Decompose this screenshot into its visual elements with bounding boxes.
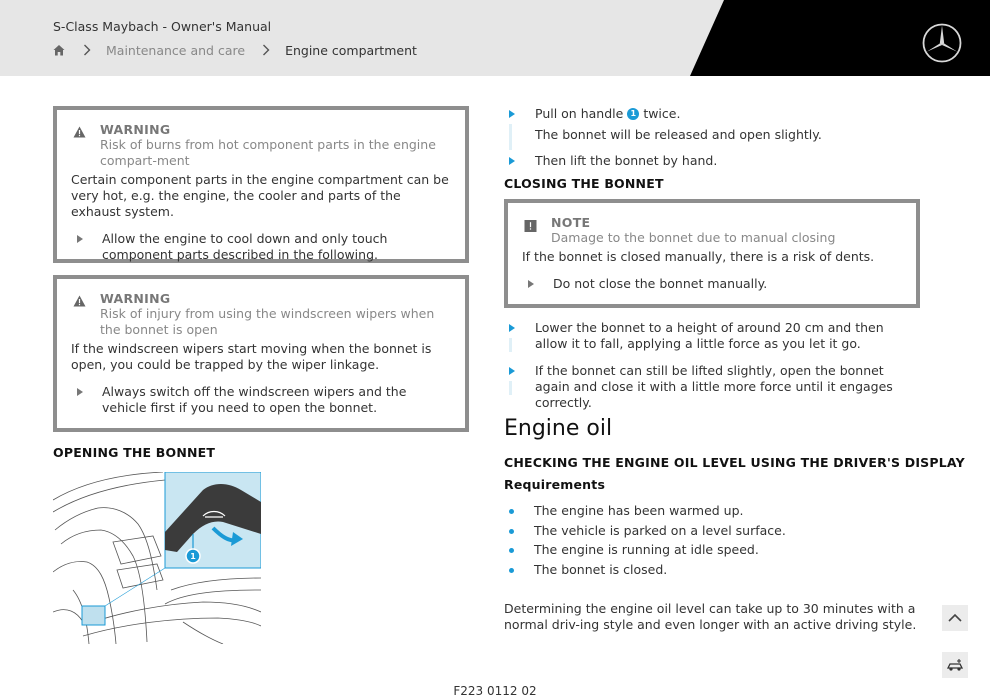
engine-oil-title: Engine oil bbox=[504, 416, 613, 441]
bullet-dot-icon bbox=[509, 529, 514, 534]
step-text-before: Pull on handle bbox=[535, 106, 624, 121]
step-arrow-icon bbox=[509, 157, 515, 165]
warning-subtitle: Risk of injury from using the windscreen wipers when the bonnet is open bbox=[100, 306, 435, 337]
requirement-text: The engine is running at idle speed. bbox=[534, 542, 759, 557]
manual-title: S-Class Maybach - Owner's Manual bbox=[53, 19, 272, 34]
scroll-top-button[interactable] bbox=[942, 605, 968, 631]
step-text: Lower the bonnet to a height of around 20 cm and then allow it to fall, applying a little force as you let it go. bbox=[535, 320, 884, 351]
note-box bbox=[504, 199, 920, 308]
step-arrow-icon bbox=[77, 388, 83, 396]
list-item bbox=[504, 562, 924, 582]
callout-number: 1 bbox=[190, 552, 196, 561]
step-bar bbox=[509, 338, 512, 352]
warning-step-text: Allow the engine to cool down and only touch component parts described in the following. bbox=[102, 231, 388, 262]
list-item bbox=[504, 542, 924, 562]
requirement-text: The engine has been warmed up. bbox=[534, 503, 744, 518]
opening-heading: OPENING THE BONNET bbox=[53, 445, 216, 460]
page-header bbox=[0, 0, 990, 76]
bullet-dot-icon bbox=[509, 548, 514, 553]
warning-step bbox=[71, 231, 451, 263]
step-text: If the bonnet can still be lifted slightly, open the bonnet again and close it with a little more force until it engages correctly. bbox=[535, 363, 893, 410]
step-text: Then lift the bonnet by hand. bbox=[535, 153, 718, 168]
bonnet-release-illustration bbox=[53, 472, 261, 644]
note-text: If the bonnet is closed manually, there is a risk of dents. bbox=[522, 249, 875, 264]
closing-step-2 bbox=[504, 363, 920, 411]
step-result: The bonnet will be released and open slightly. bbox=[535, 127, 822, 142]
note-step bbox=[522, 276, 902, 292]
closing-heading: CLOSING THE BONNET bbox=[504, 176, 664, 191]
note-icon bbox=[524, 220, 537, 232]
bullet-dot-icon bbox=[509, 509, 514, 514]
warning-box-wipers bbox=[53, 275, 469, 432]
note-title: NOTE bbox=[551, 215, 591, 230]
bullet-dot-icon bbox=[509, 568, 514, 573]
warning-triangle-icon bbox=[73, 295, 86, 307]
requirement-text: The vehicle is parked on a level surface. bbox=[534, 522, 786, 538]
oil-level-subheading: CHECKING THE ENGINE OIL LEVEL USING THE DRIVER'S DISPLAY bbox=[504, 455, 965, 470]
step-arrow-icon bbox=[509, 110, 515, 118]
warning-title: WARNING bbox=[100, 122, 171, 137]
opening-step-2 bbox=[504, 153, 920, 169]
note-subtitle: Damage to the bonnet due to manual closing bbox=[551, 230, 836, 245]
list-item bbox=[504, 523, 924, 543]
warning-box-burns bbox=[53, 106, 469, 263]
warning-subtitle: Risk of burns from hot component parts in the engine compart-ment bbox=[100, 137, 436, 168]
figure-code: F223 0112 02 bbox=[453, 684, 537, 698]
step-result-bar bbox=[509, 124, 512, 150]
callout-1-badge: 1 bbox=[627, 108, 639, 120]
warning-step-text: Always switch off the windscreen wipers and the vehicle first if you need to open the bonnet. bbox=[102, 384, 407, 415]
scroll-top-icon bbox=[942, 605, 968, 631]
list-item bbox=[504, 503, 924, 523]
step-bar bbox=[509, 381, 512, 395]
warning-text: If the windscreen wipers start moving when the bonnet is open, you could be trapped by the wiper linkage. bbox=[71, 341, 432, 372]
warning-triangle-icon bbox=[73, 126, 86, 138]
note-step-text: Do not close the bonnet manually. bbox=[553, 276, 768, 291]
closing-step-1 bbox=[504, 320, 920, 352]
oil-level-paragraph: Determining the engine oil level can take up to 30 minutes with a normal driv-ing style and even longer with an active driving style. bbox=[504, 601, 917, 632]
step-text-after: twice. bbox=[643, 106, 681, 121]
warning-step bbox=[71, 384, 451, 416]
home-icon[interactable] bbox=[52, 43, 66, 57]
vehicle-button[interactable] bbox=[942, 652, 968, 678]
requirement-text: The bonnet is closed. bbox=[534, 561, 668, 577]
chevron-right-icon bbox=[82, 43, 92, 57]
step-arrow-icon bbox=[77, 235, 83, 243]
warning-title: WARNING bbox=[100, 291, 171, 306]
vehicle-icon bbox=[942, 652, 968, 678]
requirements-list bbox=[504, 503, 924, 581]
requirements-label: Requirements bbox=[504, 477, 606, 492]
breadcrumb-current: Engine compartment bbox=[285, 42, 417, 58]
step-arrow-icon bbox=[509, 367, 515, 375]
breadcrumb bbox=[52, 41, 417, 59]
chevron-right-icon bbox=[261, 43, 271, 57]
opening-step-1 bbox=[504, 106, 920, 150]
warning-text: Certain component parts in the engine compartment can be very hot, e.g. the engine, the cooler and parts of the exhaust system. bbox=[71, 172, 449, 219]
step-arrow-icon bbox=[509, 324, 515, 332]
mercedes-star-logo[interactable] bbox=[921, 22, 963, 64]
breadcrumb-maintenance[interactable]: Maintenance and care bbox=[106, 42, 246, 58]
step-arrow-icon bbox=[528, 280, 534, 288]
